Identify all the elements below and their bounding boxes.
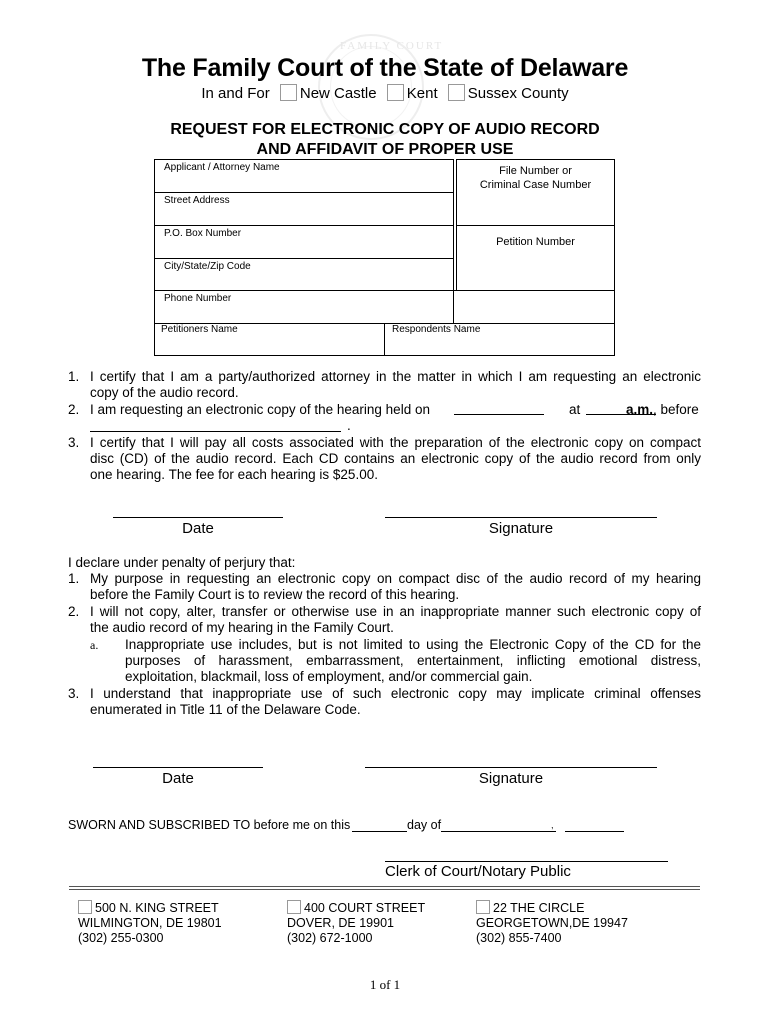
petition-number-label: Petition Number [496, 236, 575, 248]
certify-item2-period: . [347, 418, 351, 433]
phone-number-label: Phone Number [164, 293, 232, 304]
petitioners-name-field[interactable] [154, 323, 385, 356]
city-state-zip-label: City/State/Zip Code [164, 261, 251, 272]
petition-number-field[interactable] [456, 225, 615, 291]
county-checkbox-kent[interactable] [387, 84, 404, 101]
page-number: 1 of 1 [369, 977, 401, 992]
divider-bottom [69, 889, 700, 890]
date-line-1[interactable] [113, 517, 283, 518]
location-checkbox-new-castle[interactable] [78, 900, 92, 914]
county-label-sussex: Sussex County [467, 85, 569, 102]
clerk-signature-line[interactable] [385, 861, 668, 862]
date-line-2[interactable] [93, 767, 263, 768]
street-address-field[interactable] [154, 192, 454, 226]
phone-number-field[interactable] [154, 290, 454, 324]
applicant-name-label: Applicant / Attorney Name [164, 162, 280, 173]
address-phone: (302) 672-1000 [287, 931, 373, 945]
county-selector [0, 84, 770, 102]
declare-item3-line1: I understand that inappropriate use of such electronic copy may implicate criminal offenses [90, 686, 701, 701]
petitioners-name-label: Petitioners Name [161, 324, 238, 335]
declare-item2-line2: the audio record of my hearing in the Family Court. [90, 620, 394, 635]
address-street: 400 COURT STREET [304, 901, 426, 915]
sworn-day-of: day of [407, 818, 442, 832]
sworn-year-blank[interactable] [565, 831, 624, 832]
date-label-2: Date [162, 770, 194, 787]
sworn-day-blank[interactable] [352, 831, 407, 832]
certify-item2-at: at [569, 402, 581, 417]
address-city: WILMINGTON, DE 19801 [78, 916, 222, 930]
certify-item3-line1: I certify that I will pay all costs associated with the preparation of the electronic copy on compact [90, 435, 701, 450]
certify-number-2: 2. [68, 402, 80, 417]
declare-item3-line2: enumerated in Title 11 of the Delaware Code. [90, 702, 361, 717]
signature-label-1: Signature [488, 520, 554, 537]
file-number-label-line1: File Number or [499, 165, 572, 177]
form-title-line1: REQUEST FOR ELECTRONIC COPY OF AUDIO RECORD [170, 121, 600, 138]
county-checkbox-new-castle[interactable] [280, 84, 297, 101]
county-label-kent: Kent [406, 85, 438, 102]
address-sussex [476, 900, 628, 946]
declare-item1-line2: before the Family Court is to review the record of this hearing. [90, 587, 460, 602]
form-title-line2: AND AFFIDAVIT OF PROPER USE [256, 141, 514, 158]
respondents-name-label: Respondents Name [392, 324, 481, 335]
certify-item1-line2: copy of the audio record. [90, 385, 239, 400]
declare-item2-line1: I will not copy, alter, transfer or otherwise use in an inappropriate manner such electronic copy of [90, 604, 701, 619]
declare-number-1: 1. [68, 571, 80, 586]
court-seal-text: FAMILY COURT [340, 40, 444, 52]
po-box-label: P.O. Box Number [164, 228, 242, 239]
hearing-date-blank[interactable] [454, 414, 544, 415]
declare-number-2: 2. [68, 604, 80, 619]
sworn-text: SWORN AND SUBSCRIBED TO before me on this [68, 818, 351, 832]
file-number-label-line2: Criminal Case Number [479, 179, 592, 191]
certify-number-1: 1. [68, 369, 80, 384]
county-prefix: In and For [201, 85, 270, 102]
certify-item2-text: I am requesting an electronic copy of the hearing held on [90, 402, 430, 417]
declare-sub-a-line3: exploitation, blackmail, loss of employment, and/or commercial gain. [125, 669, 533, 684]
divider-top [69, 886, 700, 887]
county-label-new-castle: New Castle [299, 85, 377, 102]
declare-intro: I declare under penalty of perjury that: [68, 555, 296, 570]
date-label-1: Date [182, 520, 214, 537]
phone-side-blank-field[interactable] [453, 290, 615, 324]
certify-item1-line1: I certify that I am a party/authorized attorney in the matter in which I am requesting an electronic [90, 369, 701, 384]
certify-number-3: 3. [68, 435, 80, 450]
sworn-month-blank[interactable] [441, 831, 556, 832]
location-checkbox-sussex[interactable] [476, 900, 490, 914]
declare-number-3: 3. [68, 686, 80, 701]
address-street: 500 N. KING STREET [95, 901, 219, 915]
hearing-judge-blank[interactable] [90, 431, 341, 432]
clerk-label: Clerk of Court/Notary Public [385, 863, 571, 880]
respondents-name-field[interactable] [384, 323, 615, 356]
street-address-label: Street Address [164, 195, 230, 206]
certify-item2-ampm: a.m. [626, 402, 654, 417]
address-city: GEORGETOWN,DE 19947 [476, 916, 628, 930]
signature-line-2[interactable] [365, 767, 657, 768]
city-state-zip-field[interactable] [154, 258, 454, 291]
sworn-comma: , [551, 820, 554, 830]
po-box-field[interactable] [154, 225, 454, 259]
address-kent [287, 900, 425, 946]
address-street: 22 THE CIRCLE [493, 901, 585, 915]
signature-label-2: Signature [478, 770, 544, 787]
applicant-name-field[interactable] [154, 159, 454, 193]
county-checkbox-sussex[interactable] [448, 84, 465, 101]
certify-item2-before: , before [653, 402, 699, 417]
address-new-castle [78, 900, 222, 946]
declare-sub-a-line2: purposes of harassment, embarrassment, entertainment, inflicting emotional distress, [125, 653, 701, 668]
address-phone: (302) 855-7400 [476, 931, 562, 945]
court-title: The Family Court of the State of Delaware [141, 54, 629, 82]
address-phone: (302) 255-0300 [78, 931, 164, 945]
certify-item3-line2: disc (CD) of the audio record. Each CD contains an electronic copy of the audio record from only [90, 451, 701, 466]
signature-line-1[interactable] [385, 517, 657, 518]
address-city: DOVER, DE 19901 [287, 916, 394, 930]
declare-sub-a-marker: a. [90, 638, 99, 652]
file-number-field[interactable] [456, 159, 615, 226]
declare-sub-a-line1: Inappropriate use includes, but is not limited to using the Electronic Copy of the CD for the [125, 637, 701, 652]
location-checkbox-kent[interactable] [287, 900, 301, 914]
certify-item3-line3: one hearing. The fee for each hearing is $25.00. [90, 467, 378, 482]
declare-item1-line1: My purpose in requesting an electronic copy on compact disc of the audio record of my hearing [90, 571, 701, 586]
